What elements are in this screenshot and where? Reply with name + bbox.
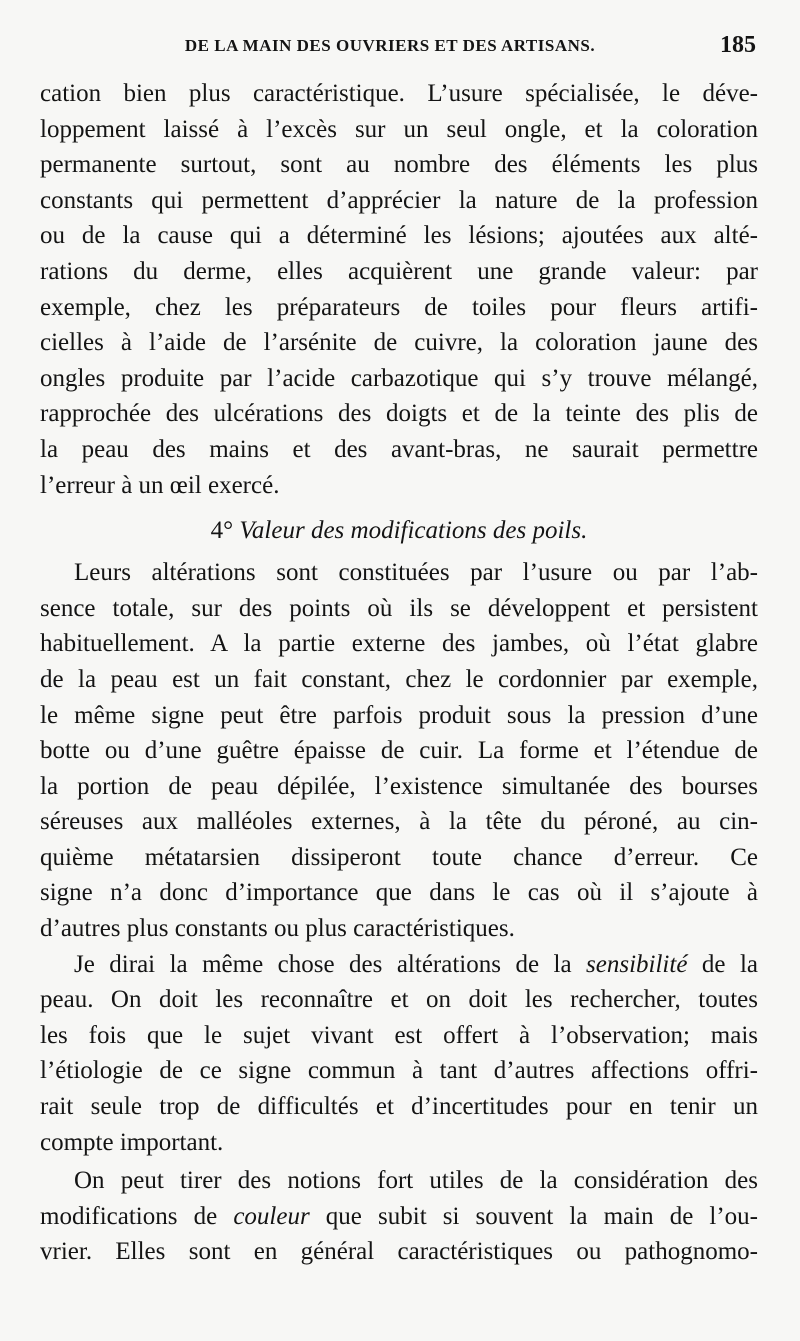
text-fragment: de la	[687, 950, 759, 978]
section-title: Valeur des modifications des poils.	[239, 517, 588, 545]
text-line: sence totale, sur des points où ils se développent et persistent	[40, 594, 758, 622]
text-line	[40, 1199, 758, 1235]
text-line: rations du derme, elles acquièrent une grande valeur: par	[40, 257, 758, 285]
text-fragment: Je dirai la même chose des altérations de la	[74, 950, 587, 978]
section-number: 4°	[210, 517, 234, 545]
text-line: Leurs altérations sont constituées par l’usure ou par l’ab-	[74, 559, 758, 587]
text-line: signe n’a donc d’importance que dans le cas où il s’ajoute à	[40, 879, 758, 907]
text-line: rapprochée des ulcérations des doigts et de la teinte des plis de	[40, 400, 758, 428]
text-line: rait seule trop de difficultés et d’incertitudes pour en tenir un	[40, 1093, 758, 1121]
section-heading	[40, 507, 758, 555]
text-line: de la peau est un fait constant, chez le cordonnier par exemple,	[40, 665, 758, 693]
text-line: vrier. Elles sont en général caractéristiques ou pathognomo-	[40, 1238, 758, 1266]
text-line: l’étiologie de ce signe commun à tant d’autres affections offri-	[40, 1057, 758, 1085]
paragraph-3	[40, 947, 758, 1161]
text-line: séreuses aux malléoles externes, à la tête du péroné, au cin-	[40, 808, 758, 836]
running-title: DE LA MAIN DES OUVRIERS ET DES ARTISANS.	[184, 36, 596, 55]
text-line: On peut tirer des notions fort utiles de la considération des	[74, 1167, 758, 1195]
paragraph-4	[40, 1163, 758, 1270]
text-line: la peau des mains et des avant-bras, ne saurait permettre	[40, 435, 758, 463]
text-line: peau. On doit les reconnaître et on doit les rechercher, toutes	[40, 986, 758, 1014]
emphasis-word: couleur	[233, 1202, 310, 1230]
text-line: ongles produite par l’acide carbazotique qui s’y trouve mélangé,	[40, 364, 758, 392]
text-line: exemple, chez les préparateurs de toiles pour fleurs artifi-	[40, 293, 758, 321]
text-line: quième métatarsien dissiperont toute chance d’erreur. Ce	[40, 843, 758, 871]
text-line: botte ou d’une guêtre épaisse de cuir. La forme et l’étendue de	[40, 737, 758, 765]
text-line: d’autres plus constants ou plus caractéristiques.	[40, 915, 515, 943]
text-fragment: modifications de	[40, 1202, 234, 1230]
text-line: l’erreur à un œil exercé.	[40, 471, 280, 499]
paragraph-2	[40, 555, 758, 947]
running-header	[40, 32, 760, 64]
paragraph-1	[40, 76, 758, 503]
text-line: permanente surtout, sont au nombre des éléments les plus	[40, 151, 758, 179]
text-line: cielles à l’aide de l’arsénite de cuivre, la coloration jaune des	[40, 329, 758, 357]
text-line: compte important.	[40, 1128, 224, 1156]
text-line: le même signe peut être parfois produit sous la pression d’une	[40, 701, 758, 729]
page-number: 185	[720, 32, 756, 58]
emphasis-word: sensibilité	[586, 950, 688, 978]
text-line: ou de la cause qui a déterminé les lésions; ajoutées aux alté-	[40, 222, 758, 250]
text-line: les fois que le sujet vivant est offert à l’observation; mais	[40, 1021, 758, 1049]
text-line: constants qui permettent d’apprécier la nature de la profession	[40, 186, 758, 214]
text-fragment: que subit si souvent la main de l’ou-	[309, 1202, 758, 1230]
text-line: la portion de peau dépilée, l’existence simultanée des bourses	[40, 772, 758, 800]
text-line: habituellement. A la partie externe des jambes, où l’état glabre	[40, 630, 758, 658]
text-line	[40, 947, 758, 983]
body-text	[40, 76, 758, 1270]
text-line: loppement laissé à l’excès sur un seul ongle, et la coloration	[40, 115, 758, 143]
text-line: cation bien plus caractéristique. L’usure spécialisée, le déve-	[40, 80, 758, 107]
